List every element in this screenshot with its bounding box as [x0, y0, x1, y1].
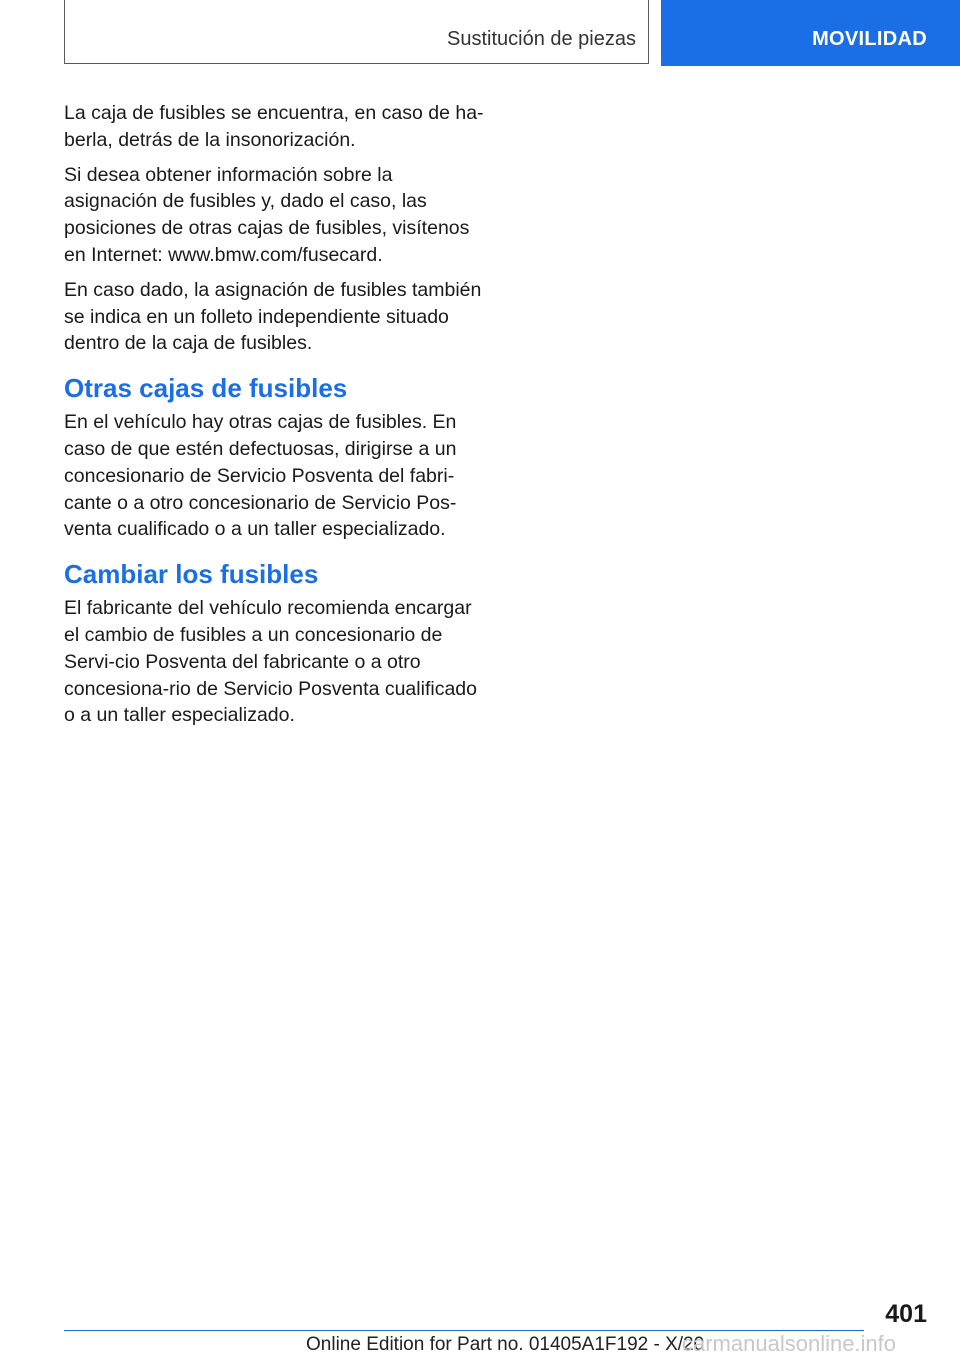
- page-number: 401: [885, 1300, 927, 1328]
- page-content: [64, 100, 484, 737]
- section-text-other-fuse-boxes: En el vehículo hay otras cajas de fusibles. En caso de que estén defectuosas, dirigirse a un concesionario de Servicio Posventa del fabri-cante o a otro concesionario de Servicio Pos-venta cualificado o a un taller especializado.: [64, 411, 457, 541]
- header-section-box: [64, 0, 649, 64]
- section-heading-change-fuses: Cambiar los fusibles: [64, 559, 319, 590]
- section-text-change-fuses: El fabricante del vehículo recomienda encargar el cambio de fusibles a un concesionario de Servi-cio Posventa del fabricante o a otro concesiona-rio de Servicio Posventa cualificado o a un taller especializado.: [64, 597, 477, 727]
- footer-edition-text: Online Edition for Part no. 01405A1F192 - X/20: [306, 1334, 705, 1355]
- footer-watermark: carmanualsonline.info: [682, 1331, 897, 1356]
- chapter-tab: [661, 0, 960, 66]
- chapter-tab-label: MOVILIDAD: [812, 28, 927, 50]
- intro-paragraph-2: Si desea obtener información sobre la asignación de fusibles y, dado el caso, las posiciones de otras cajas de fusibles, visítenos en Internet: www.bmw.com/fusecard.: [64, 163, 470, 266]
- intro-paragraph-3: En caso dado, la asignación de fusibles también se indica en un folleto independiente situado dentro de la caja de fusibles.: [64, 278, 482, 355]
- header-section-title: Sustitución de piezas: [446, 28, 636, 50]
- section-heading-other-fuse-boxes: Otras cajas de fusibles: [64, 373, 348, 404]
- intro-paragraph-1: La caja de fusibles se encuentra, en caso de ha-berla, detrás de la insonorización.: [64, 102, 484, 151]
